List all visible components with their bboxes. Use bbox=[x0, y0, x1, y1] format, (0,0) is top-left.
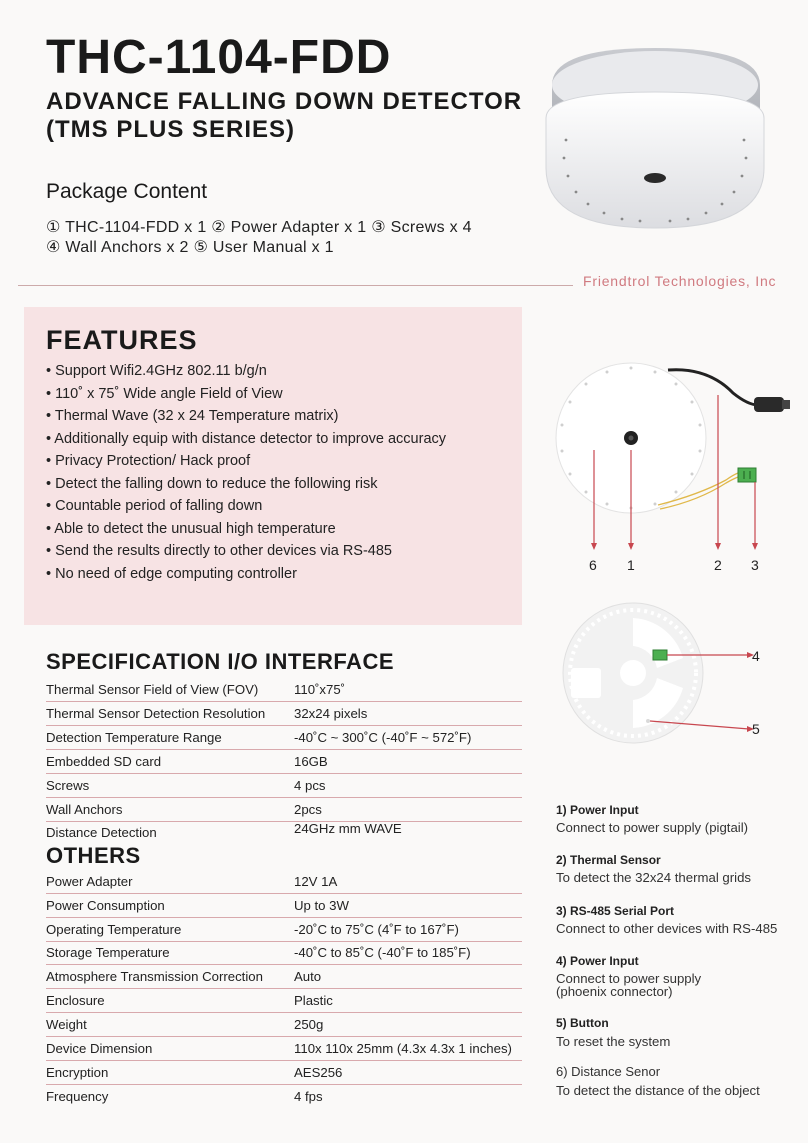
spec-row bbox=[46, 797, 522, 822]
others-row bbox=[46, 893, 522, 918]
others-title: OTHERS bbox=[46, 843, 141, 868]
device-photo bbox=[540, 40, 770, 235]
diagram-label-6: 6 bbox=[589, 557, 597, 573]
spec-value: 32x24 pixels bbox=[294, 706, 368, 721]
package-title: Package Content bbox=[46, 180, 208, 203]
features-title: FEATURES bbox=[46, 325, 198, 355]
others-value: -40˚C to 85˚C (-40˚F to 185˚F) bbox=[294, 945, 471, 960]
spec-row bbox=[46, 677, 522, 702]
spec-key: Wall Anchors bbox=[46, 802, 123, 817]
others-key: Device Dimension bbox=[46, 1041, 153, 1056]
others-value: 12V 1A bbox=[294, 874, 338, 889]
note-title: 4) Power Input bbox=[556, 954, 639, 968]
subtitle-line-2: (TMS PLUS SERIES) bbox=[46, 116, 296, 143]
others-row bbox=[46, 940, 522, 965]
others-key: Frequency bbox=[46, 1089, 109, 1104]
diagram-label-4: 4 bbox=[752, 648, 760, 664]
divider bbox=[18, 285, 573, 286]
others-key: Operating Temperature bbox=[46, 922, 182, 937]
note-desc: To detect the distance of the object bbox=[556, 1083, 760, 1098]
feature-item: • Able to detect the unusual high temperature bbox=[46, 520, 336, 537]
feature-item: • No need of edge computing controller bbox=[46, 565, 297, 582]
spec-row bbox=[46, 749, 522, 774]
others-key: Enclosure bbox=[46, 993, 105, 1008]
others-row bbox=[46, 1060, 522, 1085]
others-row bbox=[46, 1084, 522, 1108]
others-value: AES256 bbox=[294, 1065, 343, 1080]
subtitle-line-1: ADVANCE FALLING DOWN DETECTOR bbox=[46, 88, 523, 115]
diagram-label-2: 2 bbox=[714, 557, 722, 573]
rear-view-diagram bbox=[553, 598, 768, 753]
others-value: Plastic bbox=[294, 993, 333, 1008]
product-title: THC-1104-FDD bbox=[46, 31, 392, 84]
diagram-label-5: 5 bbox=[752, 721, 760, 737]
spec-value: 2pcs bbox=[294, 802, 322, 817]
note-title: 3) RS-485 Serial Port bbox=[556, 904, 675, 918]
others-key: Power Consumption bbox=[46, 898, 165, 913]
spec-value: 4 pcs bbox=[294, 778, 326, 793]
note-desc: Connect to other devices with RS-485 bbox=[556, 921, 778, 936]
note-title: 5) Button bbox=[556, 1016, 609, 1030]
note-desc: (phoenix connector) bbox=[556, 984, 673, 999]
others-value: 110x 110x 25mm (4.3x 4.3x 1 inches) bbox=[294, 1041, 512, 1056]
feature-item: • Send the results directly to other devices via RS-485 bbox=[46, 543, 392, 559]
feature-item: • Thermal Wave (32 x 24 Temperature matrix) bbox=[46, 408, 339, 424]
others-key: Atmosphere Transmission Correction bbox=[46, 969, 263, 984]
spec-title: SPECIFICATION I/O INTERFACE bbox=[46, 649, 395, 674]
front-view-diagram bbox=[548, 355, 800, 580]
others-row bbox=[46, 988, 522, 1013]
others-row bbox=[46, 1036, 522, 1061]
spec-key: Detection Temperature Range bbox=[46, 730, 222, 745]
others-value: Up to 3W bbox=[294, 898, 349, 913]
others-key: Encryption bbox=[46, 1065, 109, 1080]
feature-item: • Privacy Protection/ Hack proof bbox=[46, 453, 251, 469]
company-name: Friendtrol Technologies, Inc bbox=[583, 273, 777, 289]
feature-item: • 110˚ x 75˚ Wide angle Field of View bbox=[46, 385, 283, 402]
note-title: 1) Power Input bbox=[556, 803, 639, 817]
spec-key: Thermal Sensor Field of View (FOV) bbox=[46, 682, 259, 697]
spec-key: Embedded SD card bbox=[46, 754, 162, 769]
others-value: 4 fps bbox=[294, 1089, 323, 1104]
spec-row bbox=[46, 725, 522, 750]
package-line-2: ④ Wall Anchors x 2 ⑤ User Manual x 1 bbox=[46, 239, 334, 256]
feature-item: • Additionally equip with distance detector to improve accuracy bbox=[46, 430, 447, 447]
spec-key: Distance Detection bbox=[46, 825, 157, 840]
others-key: Power Adapter bbox=[46, 874, 133, 889]
diagram-label-1: 1 bbox=[627, 557, 635, 573]
spec-value: 24GHz mm WAVE bbox=[294, 821, 402, 836]
note-desc: Connect to power supply (pigtail) bbox=[556, 820, 749, 835]
spec-value: 110˚x75˚ bbox=[294, 682, 346, 697]
feature-item: • Detect the falling down to reduce the following risk bbox=[46, 475, 378, 492]
note-desc: To detect the 32x24 thermal grids bbox=[556, 870, 751, 885]
others-row bbox=[46, 917, 522, 942]
others-row bbox=[46, 964, 522, 989]
spec-row bbox=[46, 701, 522, 726]
spec-key: Thermal Sensor Detection Resolution bbox=[46, 706, 266, 721]
spec-value: 16GB bbox=[294, 754, 328, 769]
others-value: 250g bbox=[294, 1017, 324, 1032]
diagram-label-3: 3 bbox=[751, 557, 759, 573]
feature-item: • Support Wifi2.4GHz 802.11 b/g/n bbox=[46, 363, 267, 379]
feature-item: • Countable period of falling down bbox=[46, 498, 263, 514]
note-desc: To reset the system bbox=[556, 1034, 671, 1049]
others-row bbox=[46, 1012, 522, 1037]
others-key: Weight bbox=[46, 1017, 87, 1032]
package-line-1: ① THC-1104-FDD x 1 ② Power Adapter x 1 ③ Screws x 4 bbox=[46, 219, 472, 236]
product-subtitle bbox=[46, 88, 522, 144]
spec-key: Screws bbox=[46, 778, 90, 793]
spec-row bbox=[46, 773, 522, 798]
others-value: -20˚C to 75˚C (4˚F to 167˚F) bbox=[294, 922, 459, 937]
others-row bbox=[46, 869, 522, 894]
note-title: 6) Distance Senor bbox=[556, 1064, 661, 1079]
features-list bbox=[46, 360, 446, 585]
note-desc: Connect to power supply bbox=[556, 971, 702, 986]
spec-value: -40˚C ~ 300˚C (-40˚F ~ 572˚F) bbox=[294, 730, 472, 745]
spec-row bbox=[46, 821, 522, 845]
others-key: Storage Temperature bbox=[46, 945, 170, 960]
others-value: Auto bbox=[294, 969, 322, 984]
note-title: 2) Thermal Sensor bbox=[556, 853, 661, 867]
